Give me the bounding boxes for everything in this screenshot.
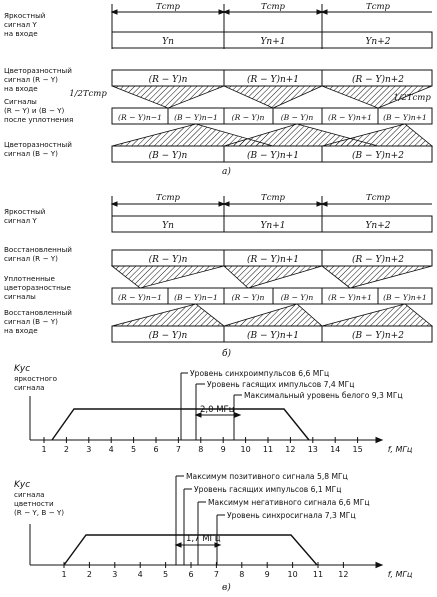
ylabel-c-bottom: Kус сигнала цветности (R − Y, B − Y) — [14, 480, 65, 517]
period-label-b-2: Tстр — [261, 193, 285, 203]
caption-b: б) — [222, 349, 232, 359]
annotation-c-top-0: Уровень синхроимпульсов 6,6 МГц — [190, 369, 330, 378]
compression-wedges-a-top — [112, 86, 432, 108]
annotation-c-top-1: Уровень гасящих импульсов 7,4 МГц — [207, 380, 355, 389]
half-period-right: 1/2Tстр — [393, 93, 431, 103]
annotation-c-bottom-1: Уровень гасящих импульсов 6,1 МГц — [194, 485, 342, 494]
cell-a-mux-4: (R − Y)n+1 — [328, 113, 372, 122]
cell-b-ry-1: (R − Y)n+1 — [246, 255, 300, 265]
part-c-bottom — [14, 472, 413, 593]
c-top-tick-label: 14 — [330, 445, 341, 454]
c-top-tick-label: 15 — [352, 445, 363, 454]
annotation-c-top-2: Максимальный уровень белого 9,3 МГц — [244, 391, 403, 400]
c-bottom-tick-label: 8 — [239, 570, 245, 579]
c-top-tick-label: 2 — [63, 445, 69, 454]
label-b-y: Яркостный сигнал Y — [4, 207, 46, 225]
part-c-top — [14, 364, 413, 454]
cell-a-ry-2: (R − Y)n+2 — [351, 75, 405, 85]
c-bottom-tick-label: 10 — [287, 570, 298, 579]
annotation-c-bottom-3: Уровень синхросигнала 7,3 МГц — [227, 511, 356, 520]
c-top-tick-label: 5 — [131, 445, 137, 454]
compression-wedges-a-bottom — [112, 124, 432, 146]
cell-b-mux-0: (R − Y)n−1 — [118, 293, 162, 302]
cell-a-y-0: Yn — [162, 37, 174, 47]
c-bottom-tick-label: 6 — [188, 570, 194, 579]
cell-b-ry-2: (R − Y)n+2 — [351, 255, 405, 265]
cell-a-ry-0: (R − Y)n — [148, 75, 188, 85]
c-top-tick-label: 13 — [307, 445, 318, 454]
ylabel-c-top: Kус яркостного сигнала — [14, 364, 58, 392]
c-top-tick-label: 10 — [240, 445, 251, 454]
cell-b-by-2: (B − Y)n+2 — [352, 331, 404, 341]
c-top-tick-label: 9 — [220, 445, 226, 454]
c-bottom-tick-label: 2 — [86, 570, 92, 579]
caption-c: в) — [222, 583, 231, 593]
bandwidth-c-top: 2,0 МГц — [200, 405, 235, 415]
cell-b-y-2: Yn+2 — [365, 221, 391, 231]
cell-b-mux-2: (R − Y)n — [231, 293, 265, 302]
label-a-by: Цветоразностный сигнал (B − Y) — [4, 140, 72, 158]
cell-b-mux-4: (R − Y)n+1 — [328, 293, 372, 302]
label-b-mux: Уплотненные цветоразностные сигналы — [4, 274, 71, 301]
c-bottom-tick-label: 3 — [112, 570, 118, 579]
c-bottom-tick-label: 5 — [163, 570, 169, 579]
half-period-left: 1/2Tстр — [69, 89, 107, 99]
period-label-a-1: Tстр — [156, 2, 180, 12]
c-top-tick-label: 8 — [198, 445, 204, 454]
label-b-by: Восстановленный сигнал (B − Y) на входе — [4, 308, 72, 335]
axes-c-top — [30, 396, 382, 443]
cell-a-y-2: Yn+2 — [365, 37, 391, 47]
c-top-tick-label: 3 — [86, 445, 92, 454]
xunit-c-bottom: f, МГц — [387, 570, 413, 579]
cell-a-mux-2: (R − Y)n — [231, 113, 265, 122]
c-top-tick-label: 4 — [108, 445, 114, 454]
c-bottom-tick-label: 11 — [312, 570, 324, 579]
label-a-ry: Цветоразностный сигнал (R − Y) на входе — [4, 66, 72, 93]
annotation-c-bottom-2: Максимум негативного сигнала 6,6 МГц — [208, 498, 370, 507]
c-top-tick-label: 11 — [262, 445, 274, 454]
cell-b-mux-3: (B − Y)n — [280, 293, 314, 302]
period-label-b-3: Tстр — [366, 193, 390, 203]
c-bottom-tick-label: 12 — [338, 570, 349, 579]
cell-a-by-1: (B − Y)n+1 — [247, 151, 299, 161]
period-label-b-1: Tстр — [156, 193, 180, 203]
part-a — [4, 2, 432, 177]
c-top-tick-label: 6 — [153, 445, 159, 454]
c-top-tick-label: 7 — [175, 445, 181, 454]
cell-a-ry-1: (R − Y)n+1 — [246, 75, 300, 85]
cell-b-mux-1: (B − Y)n−1 — [174, 293, 218, 302]
c-bottom-tick-label: 1 — [61, 570, 67, 579]
cell-b-by-1: (B − Y)n+1 — [247, 331, 299, 341]
period-label-a-2: Tстр — [261, 2, 285, 12]
cell-a-mux-5: (B − Y)n+1 — [383, 113, 427, 122]
cell-a-mux-3: (B − Y)n — [280, 113, 314, 122]
part-b — [4, 193, 432, 359]
expansion-wedges-b-bottom — [112, 304, 432, 326]
c-top-tick-label: 1 — [41, 445, 47, 454]
caption-a: a) — [222, 167, 231, 177]
label-a-y: Яркостный сигнал Y на входе — [4, 11, 46, 38]
cell-b-y-0: Yn — [162, 221, 174, 231]
xunit-c-top: f, МГц — [387, 445, 413, 454]
cell-a-y-1: Yn+1 — [260, 37, 286, 47]
cell-b-y-1: Yn+1 — [260, 221, 286, 231]
expansion-wedges-b-top — [112, 266, 432, 288]
cell-a-mux-0: (R − Y)n−1 — [118, 113, 162, 122]
axes-c-bottom — [30, 524, 382, 568]
period-label-a-3: Tстр — [366, 2, 390, 12]
cell-a-by-2: (B − Y)n+2 — [352, 151, 404, 161]
cell-a-by-0: (B − Y)n — [148, 151, 188, 161]
bandwidth-c-bottom: 1,7 МГц — [186, 534, 221, 544]
c-top-tick-label: 12 — [285, 445, 296, 454]
label-b-ry: Восстановленный сигнал (R − Y) — [4, 245, 72, 263]
label-a-mux: Сигналы (R − Y) и (B − Y) после уплотнения — [4, 97, 74, 124]
cell-a-mux-1: (B − Y)n−1 — [174, 113, 218, 122]
c-bottom-tick-label: 4 — [137, 570, 143, 579]
annotation-c-bottom-0: Максимум позитивного сигнала 5,8 МГц — [186, 472, 348, 481]
c-bottom-tick-label: 9 — [264, 570, 270, 579]
cell-b-mux-5: (B − Y)n+1 — [383, 293, 427, 302]
cell-b-by-0: (B − Y)n — [148, 331, 188, 341]
cell-b-ry-0: (R − Y)n — [148, 255, 188, 265]
c-bottom-tick-label: 7 — [213, 570, 219, 579]
